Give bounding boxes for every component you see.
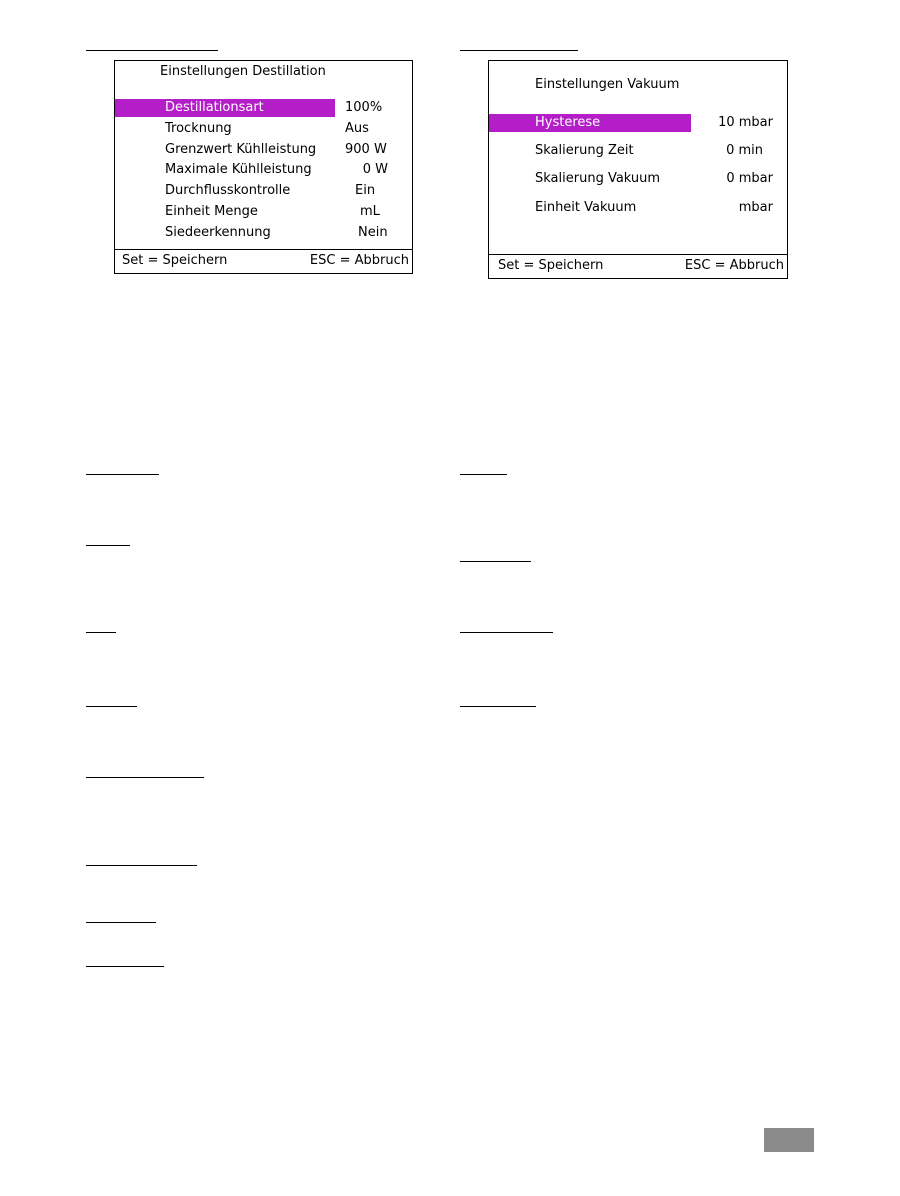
heading-rule xyxy=(86,865,197,866)
heading-rule xyxy=(460,632,553,633)
row-value: 10 mbar xyxy=(718,115,773,130)
row-label: Siedeerkennung xyxy=(165,225,271,240)
menu-row-skalierung-vakuum[interactable] xyxy=(489,170,787,188)
softkey-bar xyxy=(489,254,787,278)
row-value: mL xyxy=(360,204,380,219)
row-label: Durchflusskontrolle xyxy=(165,183,291,198)
row-label: Trocknung xyxy=(165,121,232,136)
row-label: Skalierung Zeit xyxy=(535,143,634,158)
row-label: Maximale Kühlleistung xyxy=(165,162,312,177)
menu-row-maximale-kuehlleistung[interactable] xyxy=(115,161,412,179)
heading-rule xyxy=(460,50,578,51)
screen-title: Einstellungen Destillation xyxy=(160,64,326,79)
heading-rule xyxy=(86,706,137,707)
cancel-hint: ESC = Abbruch xyxy=(684,258,784,273)
heading-rule xyxy=(460,474,507,475)
save-hint: Set = Speichern xyxy=(122,253,228,268)
screen-title: Einstellungen Vakuum xyxy=(535,77,680,92)
heading-rule xyxy=(86,50,218,51)
menu-row-destillationsart[interactable] xyxy=(115,99,412,117)
row-value: 900 W xyxy=(345,142,387,157)
row-label: Destillationsart xyxy=(165,100,264,115)
row-value: mbar xyxy=(738,200,773,215)
row-value: Ein xyxy=(355,183,376,198)
row-value: 0 mbar xyxy=(726,171,773,186)
menu-row-grenzwert-kuehlleistung[interactable] xyxy=(115,141,412,159)
menu-row-einheit-vakuum[interactable] xyxy=(489,199,787,217)
row-label: Hysterese xyxy=(535,115,601,130)
heading-rule xyxy=(86,545,130,546)
save-hint: Set = Speichern xyxy=(498,258,604,273)
row-label: Einheit Vakuum xyxy=(535,200,637,215)
menu-row-siedeerkennung[interactable] xyxy=(115,224,412,242)
row-value: Aus xyxy=(345,121,369,136)
cancel-hint: ESC = Abbruch xyxy=(309,253,409,268)
heading-rule xyxy=(86,474,159,475)
row-value: Nein xyxy=(358,225,388,240)
menu-row-trocknung[interactable] xyxy=(115,120,412,138)
heading-rule xyxy=(86,922,156,923)
softkey-bar xyxy=(115,249,412,273)
menu-row-hysterese[interactable] xyxy=(489,114,787,132)
row-value: 0 W xyxy=(362,162,388,177)
vakuum-settings-screen xyxy=(488,60,788,279)
row-label: Einheit Menge xyxy=(165,204,258,219)
heading-rule xyxy=(86,777,204,778)
menu-row-einheit-menge[interactable] xyxy=(115,203,412,221)
menu-row-skalierung-zeit[interactable] xyxy=(489,142,787,160)
row-label: Grenzwert Kühlleistung xyxy=(165,142,317,157)
menu-row-durchflusskontrolle[interactable] xyxy=(115,182,412,200)
heading-rule xyxy=(86,632,116,633)
row-label: Skalierung Vakuum xyxy=(535,171,661,186)
page-number-box xyxy=(764,1128,814,1152)
row-value: 100% xyxy=(345,100,383,115)
destillation-settings-screen xyxy=(114,60,413,274)
heading-rule xyxy=(86,966,164,967)
heading-rule xyxy=(460,561,531,562)
heading-rule xyxy=(460,706,536,707)
row-value: 0 min xyxy=(726,143,763,158)
